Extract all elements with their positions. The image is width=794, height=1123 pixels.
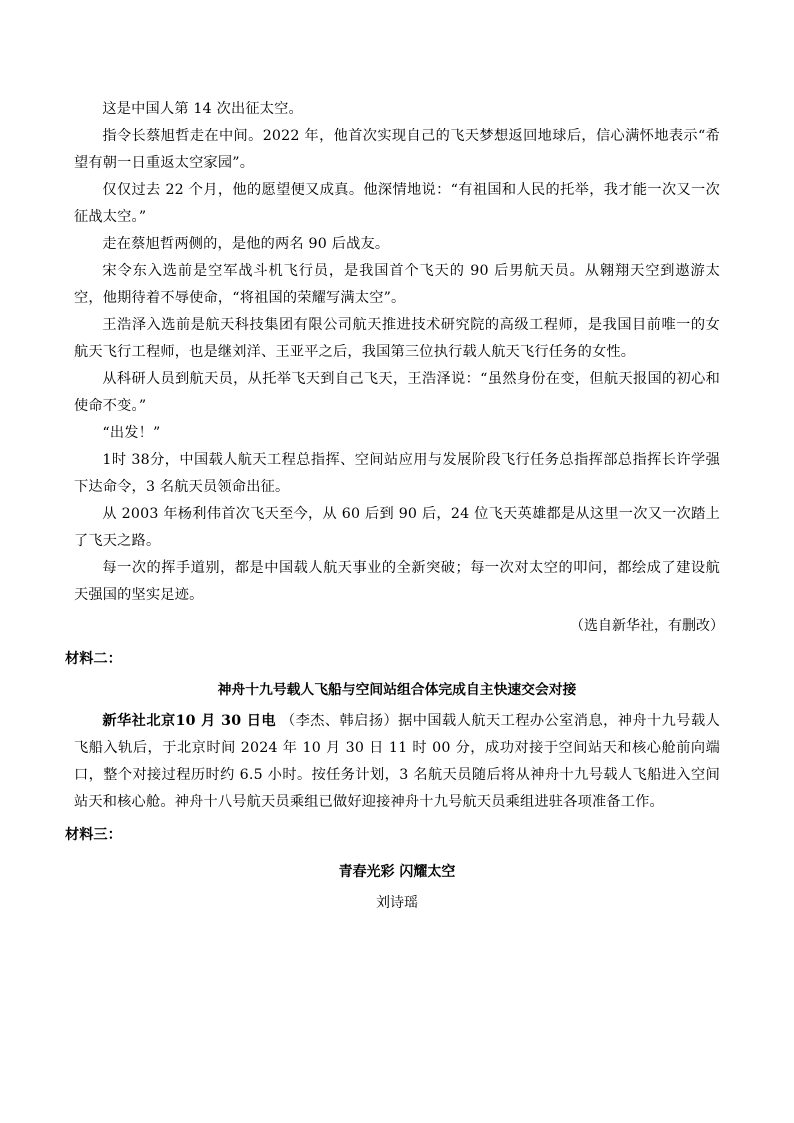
paragraph: 从科研人员到航天员，从托举飞天到自己飞天，王浩泽说：“虽然身份在变，但航天报国的初心和使命不变。” <box>74 371 720 414</box>
paragraph: 仅仅过去 22 个月，他的愿望便又成真。他深情地说：“有祖国和人民的托举，我才能一次又一次征战太空。” <box>74 182 720 225</box>
article-title: 青春光彩 闪耀太空 <box>338 864 456 880</box>
material1-section <box>74 96 724 640</box>
news-text: （李杰、韩启扬）据中国载人航天工程办公室消息，神舟十九号载人飞船入轨后，于北京时间 2024 年 10 月 30 日 11 时 00 分，成功对接于空间站天和核心舱前向端口，整个对接过程历时约 6.5 小时。按任务计划，3 名航天员随后将从神舟十九号载人飞船进入空间站天和核心舱。神舟十八号航天员乘组已做好迎接神舟十九号航天员乘组进驻各项准备工作。 <box>74 713 720 810</box>
paragraph: 走在蔡旭哲两侧的，是他的两名 90 后战友。 <box>102 236 390 252</box>
source-note: （选自新华社，有删改） <box>570 618 724 634</box>
paragraph: “出发！” <box>102 425 161 441</box>
paragraph: 王浩泽入选前是航天科技集团有限公司航天推进技术研究院的高级工程师，是我国目前唯一的女航天飞行工程师，也是继刘洋、王亚平之后，我国第三位执行载人航天飞行任务的女性。 <box>74 317 720 360</box>
news-headline: 神舟十九号载人飞船与空间站组合体完成自主快速交会对接 <box>217 682 577 698</box>
material2-label: 材料二： <box>65 651 122 667</box>
material2-section <box>65 646 720 816</box>
article-author: 刘诗瑶 <box>376 895 418 911</box>
paragraph: 从 2003 年杨利伟首次飞天至今，从 60 后到 90 后，24 位飞天英雄都是从这里一次又一次踏上了飞天之路。 <box>74 506 720 549</box>
paragraph: 1时 38分，中国载人航天工程总指挥、空间站应用与发展阶段飞行任务总指挥部总指挥长许学强下达命令，3 名航天员领命出征。 <box>74 452 720 495</box>
news-body <box>74 708 720 816</box>
material3-label: 材料三： <box>65 827 122 843</box>
paragraph: 每一次的挥手道别，都是中国载人航天事业的全新突破；每一次对太空的叩问，都绘成了建设航天强国的坚实足迹。 <box>74 560 720 603</box>
paragraph: 宋令东入选前是空军战斗机飞行员，是我国首个飞天的 90 后男航天员。从翱翔天空到遨游太空，他期待着不辱使命，“将祖国的荣耀写满太空”。 <box>74 263 720 306</box>
material3-section <box>65 822 720 917</box>
paragraph: 指令长蔡旭哲走在中间。2022 年，他首次实现自己的飞天梦想返回地球后，信心满怀地表示“希望有朝一日重返太空家园”。 <box>74 128 720 171</box>
paragraph: 这是中国人第 14 次出征太空。 <box>102 101 303 117</box>
news-dateline: 新华社北京10 月 30 日电 <box>102 713 276 729</box>
